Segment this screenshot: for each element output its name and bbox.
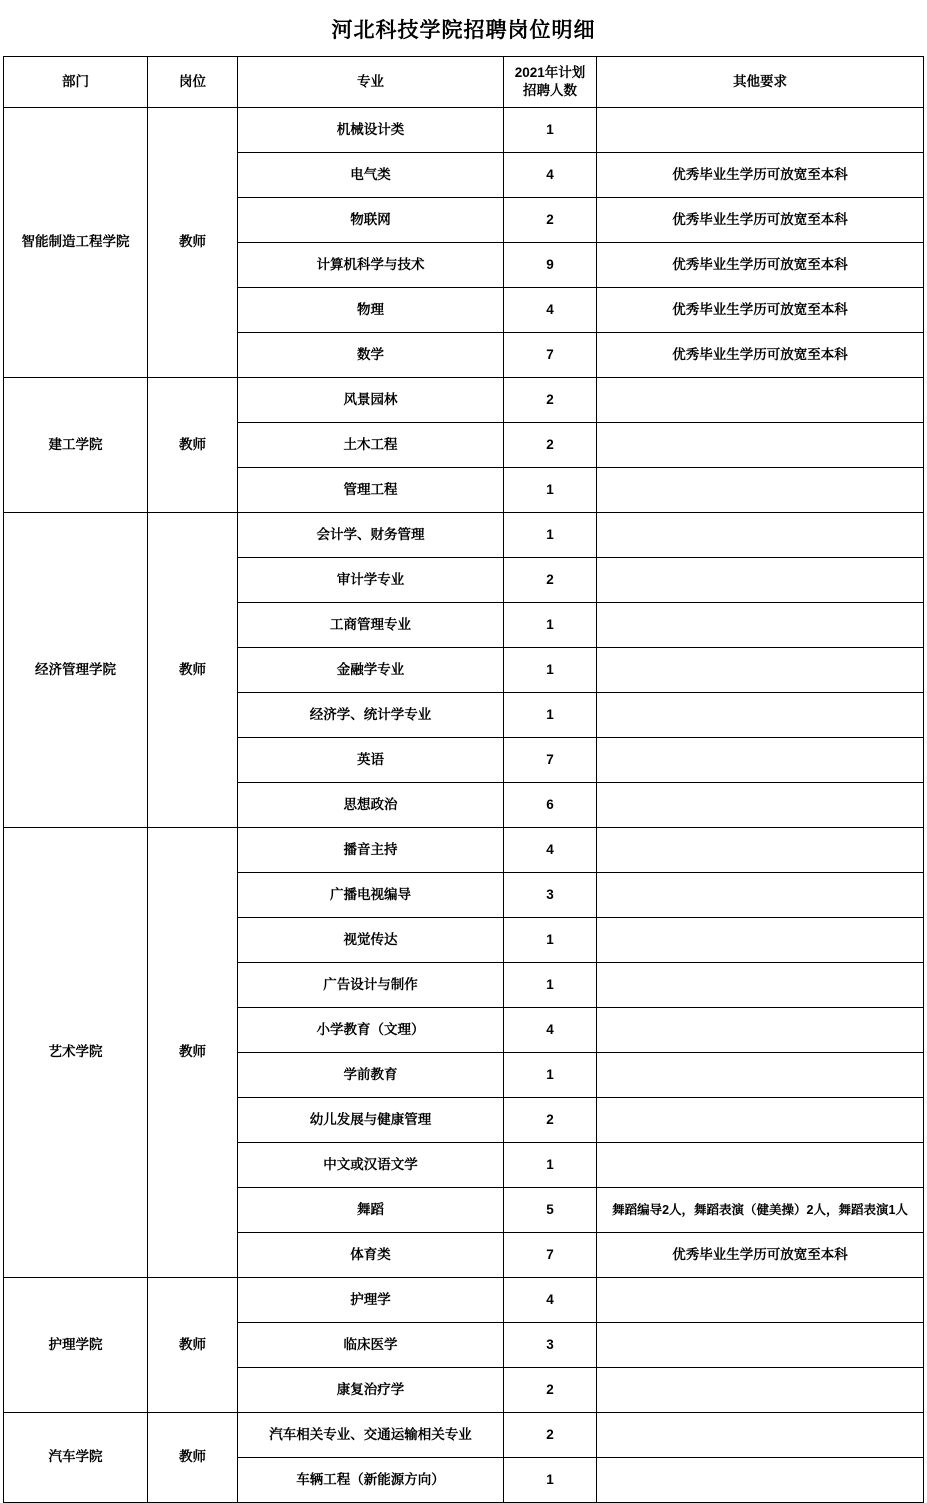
count-cell: 4 (504, 153, 597, 198)
other-requirements-cell (597, 1008, 924, 1053)
other-requirements-cell (597, 693, 924, 738)
major-cell: 风景园林 (238, 378, 504, 423)
other-requirements-cell (597, 828, 924, 873)
major-cell: 数学 (238, 333, 504, 378)
other-requirements-cell (597, 1413, 924, 1458)
count-cell: 1 (504, 1143, 597, 1188)
count-cell: 3 (504, 1323, 597, 1368)
other-requirements-cell (597, 1278, 924, 1323)
column-header-post: 岗位 (148, 57, 238, 108)
table-header-row (4, 57, 924, 108)
count-cell: 1 (504, 603, 597, 648)
major-cell: 护理学 (238, 1278, 504, 1323)
column-header-department: 部门 (4, 57, 148, 108)
count-cell: 1 (504, 648, 597, 693)
other-requirements-cell (597, 603, 924, 648)
department-cell: 智能制造工程学院 (4, 108, 148, 378)
table-row (4, 108, 924, 153)
recruitment-table (3, 56, 924, 1503)
major-cell: 临床医学 (238, 1323, 504, 1368)
major-cell: 物理 (238, 288, 504, 333)
count-cell: 2 (504, 198, 597, 243)
major-cell: 工商管理专业 (238, 603, 504, 648)
column-header-count (504, 57, 597, 108)
other-requirements-cell (597, 738, 924, 783)
post-cell: 教师 (148, 828, 238, 1278)
other-requirements-cell (597, 513, 924, 558)
major-cell: 广播电视编导 (238, 873, 504, 918)
major-cell: 学前教育 (238, 1053, 504, 1098)
table-row (4, 828, 924, 873)
count-cell: 4 (504, 828, 597, 873)
other-requirements-cell (597, 918, 924, 963)
count-cell: 4 (504, 288, 597, 333)
count-cell: 1 (504, 513, 597, 558)
count-cell: 7 (504, 333, 597, 378)
count-cell: 9 (504, 243, 597, 288)
count-cell: 2 (504, 1098, 597, 1143)
major-cell: 舞蹈 (238, 1188, 504, 1233)
column-header-other: 其他要求 (597, 57, 924, 108)
count-cell: 1 (504, 1053, 597, 1098)
table-header (4, 57, 924, 108)
major-cell: 体育类 (238, 1233, 504, 1278)
column-header-count-line2: 招聘人数 (523, 83, 577, 98)
count-cell: 1 (504, 108, 597, 153)
major-cell: 计算机科学与技术 (238, 243, 504, 288)
other-requirements-cell: 舞蹈编导2人，舞蹈表演（健美操）2人，舞蹈表演1人 (597, 1188, 924, 1233)
major-cell: 播音主持 (238, 828, 504, 873)
major-cell: 英语 (238, 738, 504, 783)
major-cell: 小学教育（文理） (238, 1008, 504, 1053)
count-cell: 1 (504, 693, 597, 738)
major-cell: 经济学、统计学专业 (238, 693, 504, 738)
count-cell: 2 (504, 1368, 597, 1413)
table-row (4, 1413, 924, 1458)
count-cell: 4 (504, 1008, 597, 1053)
column-header-count-line1: 2021年计划 (514, 64, 586, 80)
count-cell: 3 (504, 873, 597, 918)
other-requirements-cell (597, 963, 924, 1008)
count-cell: 7 (504, 1233, 597, 1278)
count-cell: 4 (504, 1278, 597, 1323)
major-cell: 电气类 (238, 153, 504, 198)
other-requirements-cell: 优秀毕业生学历可放宽至本科 (597, 243, 924, 288)
major-cell: 金融学专业 (238, 648, 504, 693)
post-cell: 教师 (148, 513, 238, 828)
count-cell: 6 (504, 783, 597, 828)
count-cell: 2 (504, 1413, 597, 1458)
major-cell: 机械设计类 (238, 108, 504, 153)
other-requirements-cell (597, 873, 924, 918)
post-cell: 教师 (148, 378, 238, 513)
department-cell: 经济管理学院 (4, 513, 148, 828)
other-requirements-cell: 优秀毕业生学历可放宽至本科 (597, 198, 924, 243)
major-cell: 中文或汉语文学 (238, 1143, 504, 1188)
major-cell: 思想政治 (238, 783, 504, 828)
table-body (4, 108, 924, 1503)
major-cell: 会计学、财务管理 (238, 513, 504, 558)
other-requirements-cell (597, 558, 924, 603)
table-row (4, 1278, 924, 1323)
other-requirements-cell (597, 648, 924, 693)
department-cell: 护理学院 (4, 1278, 148, 1413)
other-requirements-cell (597, 1053, 924, 1098)
table-row (4, 513, 924, 558)
count-cell: 1 (504, 1458, 597, 1503)
other-requirements-cell (597, 108, 924, 153)
count-cell: 1 (504, 918, 597, 963)
other-requirements-cell (597, 1143, 924, 1188)
major-cell: 管理工程 (238, 468, 504, 513)
count-cell: 7 (504, 738, 597, 783)
other-requirements-cell (597, 423, 924, 468)
count-cell: 2 (504, 423, 597, 468)
other-requirements-cell (597, 1458, 924, 1503)
count-cell: 2 (504, 558, 597, 603)
other-requirements-cell (597, 378, 924, 423)
table-row (4, 378, 924, 423)
department-cell: 建工学院 (4, 378, 148, 513)
department-cell: 汽车学院 (4, 1413, 148, 1503)
major-cell: 审计学专业 (238, 558, 504, 603)
major-cell: 车辆工程（新能源方向） (238, 1458, 504, 1503)
other-requirements-cell (597, 468, 924, 513)
post-cell: 教师 (148, 1413, 238, 1503)
other-requirements-cell (597, 1323, 924, 1368)
count-cell: 1 (504, 468, 597, 513)
major-cell: 汽车相关专业、交通运输相关专业 (238, 1413, 504, 1458)
major-cell: 视觉传达 (238, 918, 504, 963)
department-cell: 艺术学院 (4, 828, 148, 1278)
other-requirements-cell (597, 1098, 924, 1143)
other-requirements-cell: 优秀毕业生学历可放宽至本科 (597, 333, 924, 378)
major-cell: 土木工程 (238, 423, 504, 468)
post-cell: 教师 (148, 1278, 238, 1413)
other-requirements-cell (597, 1368, 924, 1413)
other-requirements-cell (597, 783, 924, 828)
major-cell: 康复治疗学 (238, 1368, 504, 1413)
other-requirements-cell: 优秀毕业生学历可放宽至本科 (597, 153, 924, 198)
major-cell: 物联网 (238, 198, 504, 243)
major-cell: 幼儿发展与健康管理 (238, 1098, 504, 1143)
column-header-major: 专业 (238, 57, 504, 108)
other-requirements-cell: 优秀毕业生学历可放宽至本科 (597, 1233, 924, 1278)
count-cell: 2 (504, 378, 597, 423)
count-cell: 5 (504, 1188, 597, 1233)
major-cell: 广告设计与制作 (238, 963, 504, 1008)
post-cell: 教师 (148, 108, 238, 378)
count-cell: 1 (504, 963, 597, 1008)
page-title: 河北科技学院招聘岗位明细 (331, 19, 596, 42)
other-requirements-cell: 优秀毕业生学历可放宽至本科 (597, 288, 924, 333)
